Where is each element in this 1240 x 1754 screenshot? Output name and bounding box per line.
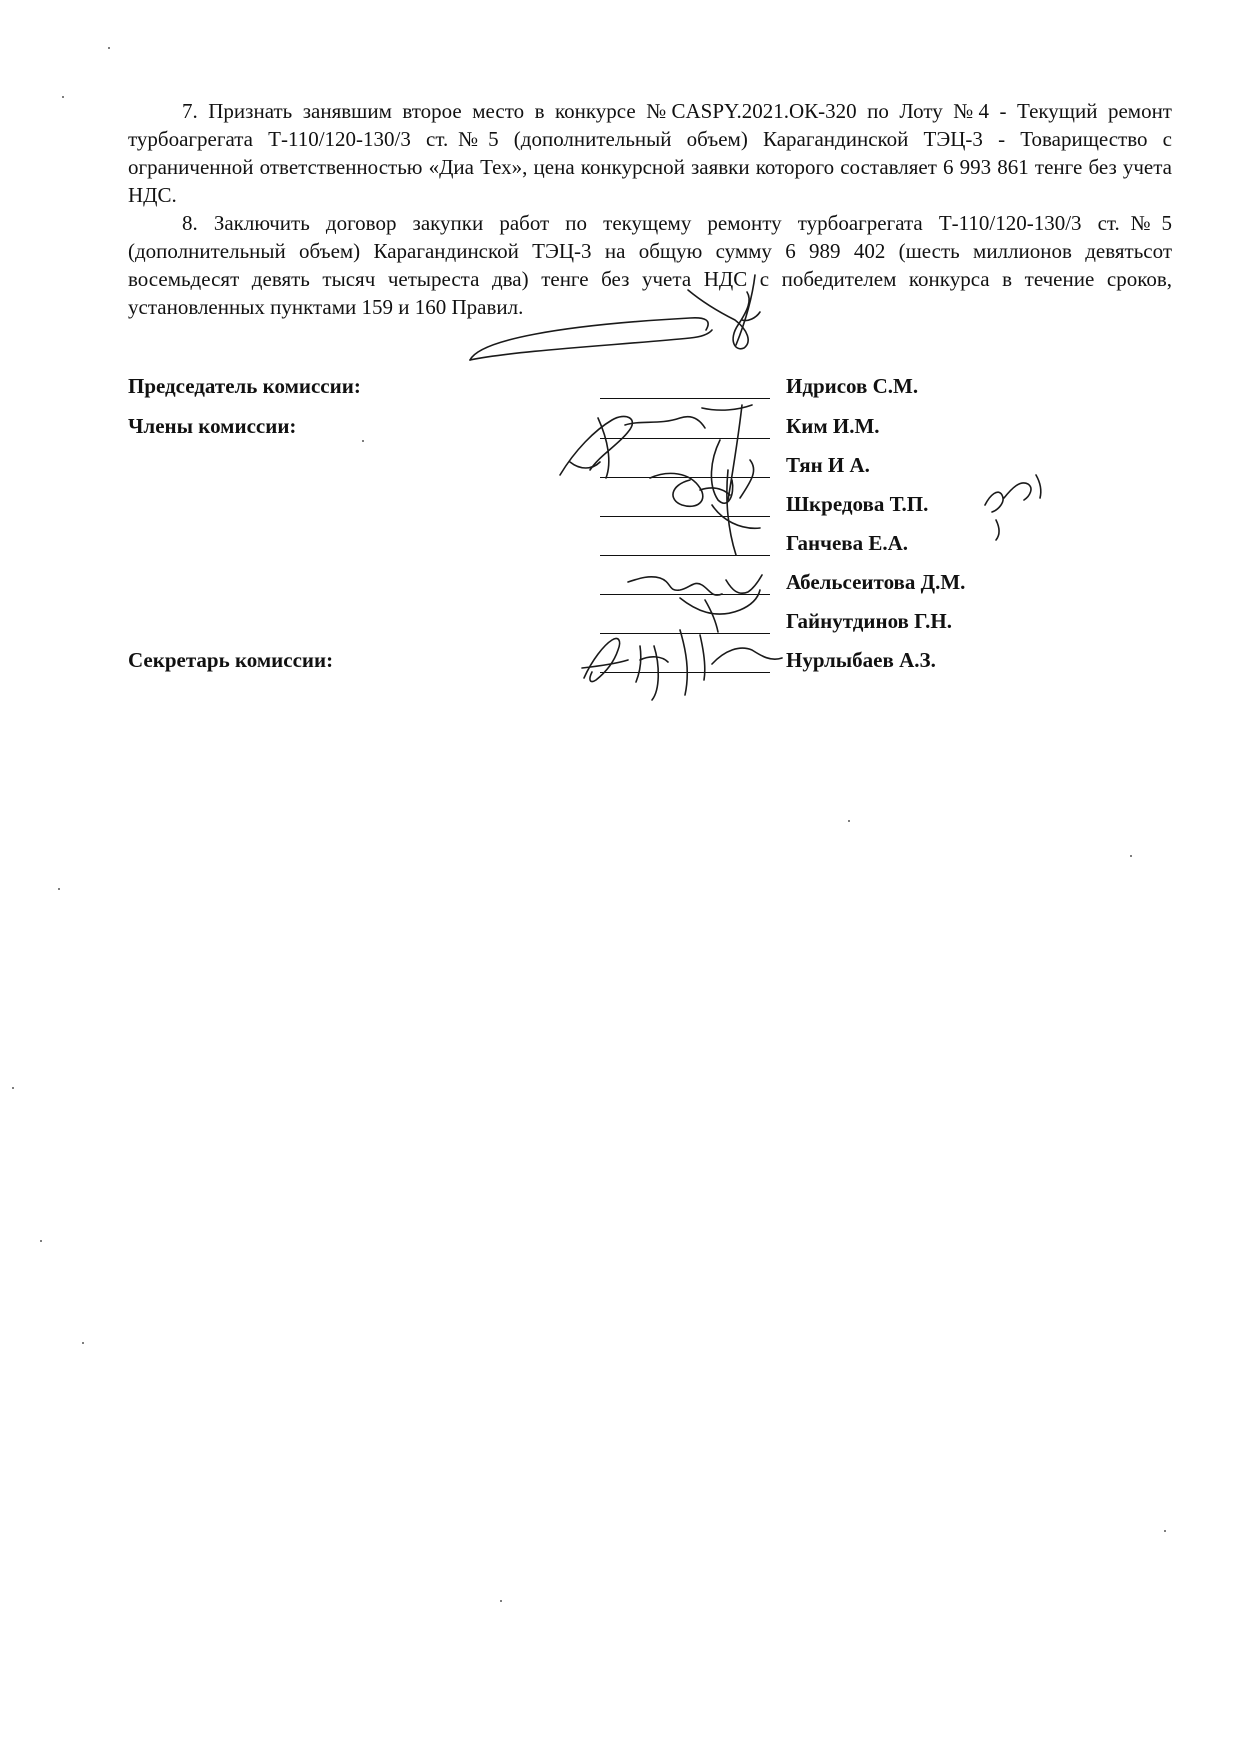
member-name: Тян И А. bbox=[786, 453, 870, 477]
signature-row-member bbox=[128, 568, 1168, 598]
scan-speck bbox=[12, 1087, 14, 1089]
signature-line bbox=[600, 412, 770, 439]
member-name: Ганчева Е.А. bbox=[786, 531, 909, 555]
secretary-label: Секретарь комиссии: bbox=[128, 648, 334, 672]
chairman-name: Идрисов С.М. bbox=[786, 374, 919, 398]
signature-line bbox=[600, 490, 770, 517]
scan-speck bbox=[40, 1240, 42, 1242]
scan-speck bbox=[62, 96, 64, 98]
paragraph-8: 8. Заключить договор закупки работ по текущему ремонту турбоагрегата Т-110/120-130/3 ст.№5 (дополнительный объем) Карагандинской ТЭЦ-3 на общую сумму 6 989 402 (шесть миллионов девятьсот восемьдесят девять тысяч четыреста два) тенге без учета НДС с победителем конкурса в течение сроков, установленных пунктами 159 и 160 Правил. bbox=[128, 211, 1172, 319]
members-label: Члены комиссии: bbox=[128, 414, 297, 438]
scan-speck bbox=[848, 820, 850, 822]
signature-row-secretary bbox=[128, 646, 1168, 676]
member-name: Абельсеитова Д.М. bbox=[786, 570, 966, 594]
scan-speck bbox=[362, 440, 364, 442]
signature-row-member bbox=[128, 451, 1168, 481]
signature-row-member bbox=[128, 529, 1168, 559]
signature-line bbox=[600, 646, 770, 673]
signature-line bbox=[600, 568, 770, 595]
member-name: Ким И.М. bbox=[786, 414, 880, 438]
signature-row-member bbox=[128, 490, 1168, 520]
scan-speck bbox=[58, 888, 60, 890]
scan-speck bbox=[1164, 1530, 1166, 1532]
scan-speck bbox=[1130, 855, 1132, 857]
secretary-name: Нурлыбаев А.З. bbox=[786, 648, 936, 672]
signature-row-member bbox=[128, 607, 1168, 637]
signature-line bbox=[600, 529, 770, 556]
member-name: Гайнутдинов Г.Н. bbox=[786, 609, 952, 633]
chairman-label: Председатель комиссии: bbox=[128, 374, 361, 398]
signature-line bbox=[600, 451, 770, 478]
signature-line bbox=[600, 607, 770, 634]
scan-speck bbox=[500, 1600, 502, 1602]
resolution-text bbox=[128, 97, 1172, 321]
signature-line bbox=[600, 372, 770, 399]
member-name: Шкредова Т.П. bbox=[786, 492, 929, 516]
signature-row-chairman bbox=[128, 372, 1168, 402]
signature-row-member bbox=[128, 412, 1168, 442]
scan-speck bbox=[108, 47, 110, 49]
paragraph-7: 7. Признать занявшим второе место в конкурсе №CASPY.2021.ОК-320 по Лоту №4 - Текущий ремонт турбоагрегата Т-110/120-130/3 ст.№5 (дополнительный объем) Карагандинской ТЭЦ-3 - Товарищество с ограниченной ответственностью «Диа Тех», цена конкурсной заявки которого составляет 6 993 861 тенге без учета НДС. bbox=[128, 99, 1172, 207]
scan-speck bbox=[82, 1342, 84, 1344]
